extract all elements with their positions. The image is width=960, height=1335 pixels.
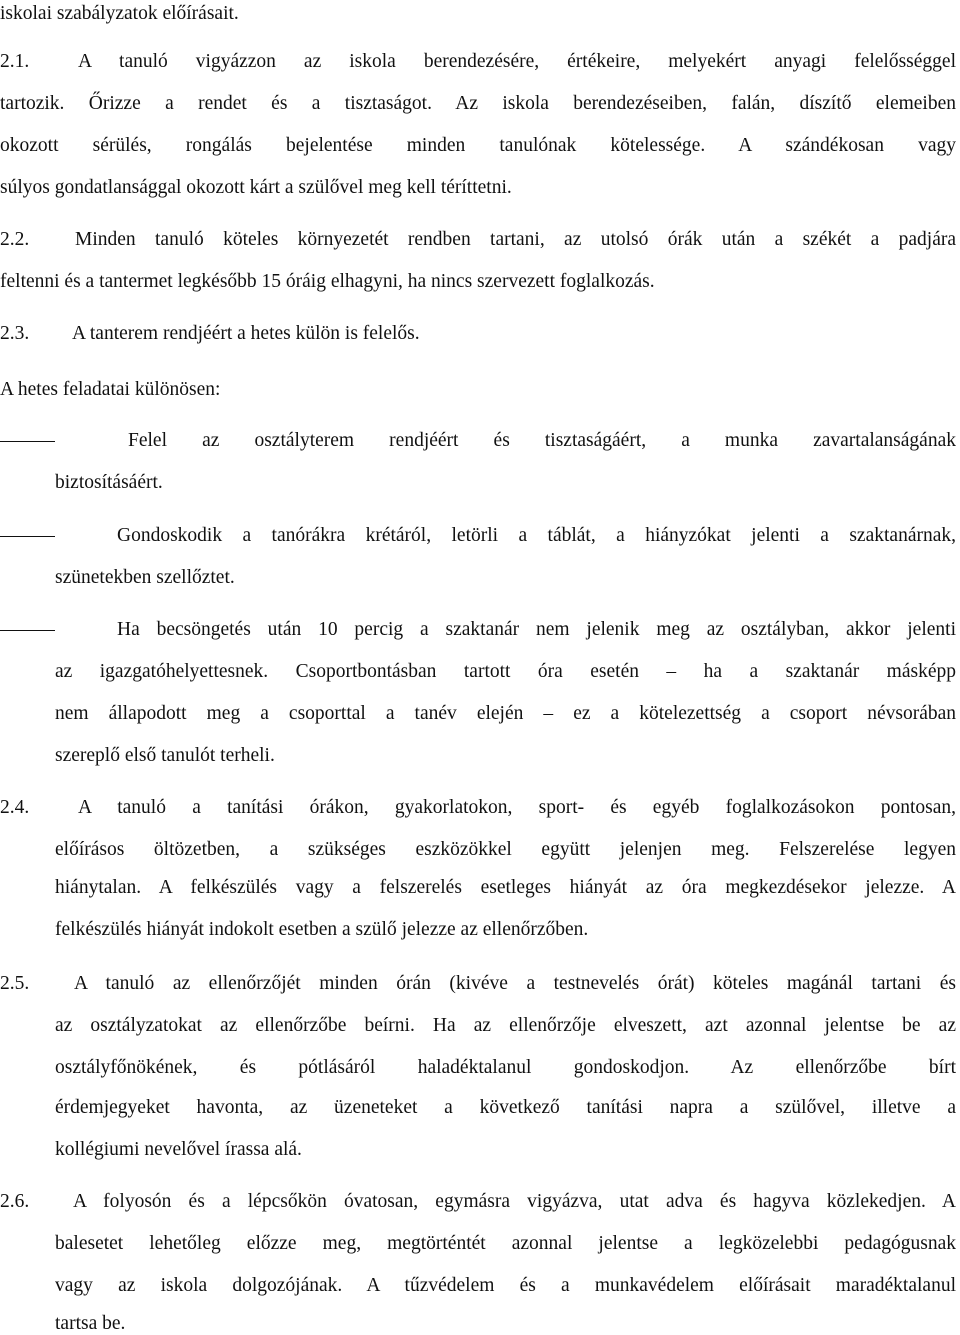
section-number: 2.3. [0,323,30,344]
text-line [78,797,956,819]
text-line [55,1233,956,1255]
text-line: A tanterem rendjéért a hetes külön is felelős. [72,323,420,344]
justified-text: az igazgatóhelyettesnek. Csoportbontásban tartott óra esetén – ha a szaktanár másképp [55,661,956,682]
section-number: 2.4. [0,797,30,818]
text-line: felkészülés hiányát indokolt esetben a szülő jelezze az ellenőrzőben. [55,919,589,940]
justified-text: nem állapodott meg a csoporttal a tanév elején – ez a kötelezettség a csoport névsorában [55,703,956,724]
text-line: szünetekben szellőztet. [55,567,235,588]
justified-text: A folyosón és a lépcsőkön óvatosan, egymásra vigyázva, utat adva és hagyva közlekedjen. A [73,1191,956,1212]
justified-text: hiánytalan. A felkészülés vagy a felszerelés esetleges hiányát az óra megkezdésekor jelezze. A [55,877,956,898]
justified-text: A tanuló a tanítási órákon, gyakorlatokon, sport- és egyéb foglalkozásokon pontosan, [78,797,956,818]
justified-text: A tanuló vigyázzon az iskola berendezésére, értékeire, melyekért anyagi felelősséggel [78,51,956,72]
text-line [73,1191,956,1213]
text-line [128,430,956,452]
section-number: 2.2. [0,229,30,250]
text-line [55,839,956,861]
text-line [0,135,956,157]
dash-bullet [0,441,55,442]
justified-text: osztályfőnökének, és pótlásáról haladéktalanul gondoskodjon. Az ellenőrzőbe bírt [55,1057,956,1078]
justified-text: Gondoskodik a tanórákra krétáról, letörli a táblát, a hiányzókat jelenti a szaktanárnak, [117,525,956,546]
justified-text: vagy az iskola dolgozójának. A tűzvédelem és a munkavédelem előírásait maradéktalanul [55,1275,956,1296]
text-line [55,661,956,683]
text-line: súlyos gondatlansággal okozott kárt a szülővel meg kell téríttetni. [0,177,512,198]
section-number: 2.5. [0,973,30,994]
text-line [117,525,956,547]
text-line [117,619,956,641]
justified-text: az osztályzatokat az ellenőrzőbe beírni. Ha az ellenőrzője elveszett, azt azonnal jelentse be az [55,1015,956,1036]
text-line: iskolai szabályzatok előírásait. [0,3,239,24]
text-line: A hetes feladatai különösen: [0,379,221,400]
text-line [55,1097,956,1119]
justified-text: Ha becsöngetés után 10 percig a szaktanár nem jelenik meg az osztályban, akkor jelenti [117,619,956,640]
text-line: kollégiumi nevelővel írassa alá. [55,1139,302,1160]
section-number: 2.6. [0,1191,30,1212]
text-line [75,229,956,251]
justified-text: érdemjegyeket havonta, az üzeneteket a következő tanítási napra a szülővel, illetve a [55,1097,956,1118]
text-line [55,703,956,725]
section-number: 2.1. [0,51,30,72]
dash-bullet [0,536,55,537]
text-line: feltenni és a tantermet legkésőbb 15 óráig elhagyni, ha nincs szervezett foglalkozás. [0,271,655,292]
justified-text: A tanuló az ellenőrzőjét minden órán (kivéve a testnevelés órát) köteles magánál tartani és [74,973,956,994]
text-line [74,973,956,995]
text-line: tartsa be. [55,1313,126,1334]
text-line [55,1275,956,1297]
justified-text: tartozik. Őrizze a rendet és a tisztaságot. Az iskola berendezéseiben, falán, díszítő elemeiben [0,93,956,114]
text-line [55,1057,956,1079]
text-line [78,51,956,73]
justified-text: Felel az osztályterem rendjéért és tisztaságáért, a munka zavartalanságának [128,430,956,451]
justified-text: okozott sérülés, rongálás bejelentése minden tanulónak kötelessége. A szándékosan vagy [0,135,956,156]
justified-text: előírásos öltözetben, a szükséges eszközökkel együtt jelenjen meg. Felszerelése legyen [55,839,956,860]
text-line: szereplő első tanulót terheli. [55,745,275,766]
justified-text: balesetet lehetőleg előzze meg, megtörténtét azonnal jelentse a legközelebbi pedagógusnak [55,1233,956,1254]
dash-bullet [0,630,55,631]
justified-text: Minden tanuló köteles környezetét rendben tartani, az utolsó órák után a székét a padjára [75,229,956,250]
text-line [0,93,956,115]
text-line: biztosításáért. [55,472,163,493]
text-line [55,1015,956,1037]
text-line [55,877,956,899]
